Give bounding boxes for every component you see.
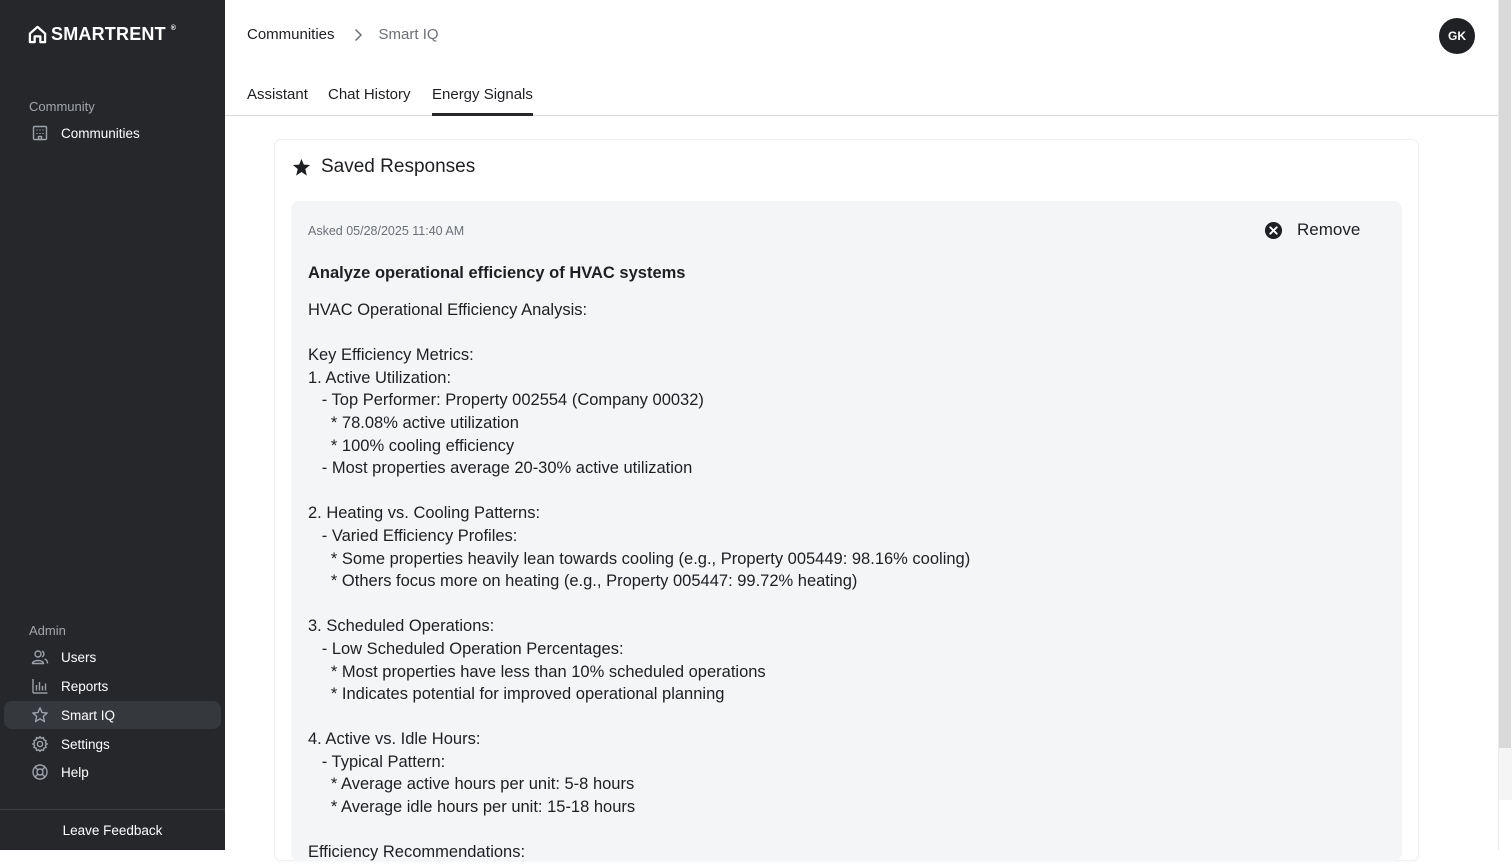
remove-button[interactable] (1264, 220, 1360, 240)
building-icon (31, 124, 49, 142)
smartrent-logo[interactable] (28, 24, 176, 45)
asked-timestamp: Asked 05/28/2025 11:40 AM (308, 224, 465, 238)
leave-feedback-button[interactable]: Leave Feedback (0, 809, 225, 850)
star-icon (31, 706, 49, 724)
users-icon (31, 648, 49, 666)
response-answer: HVAC Operational Efficiency Analysis: Key Efficiency Metrics: 1. Active Utilization: - Top Performer: Property 002554 (Company 00032) * 78.08% active utilization * 100% cooling efficiency - Most properties average 20-30% active utilization 2. Heating vs. Cooling Patterns: - Varied Efficiency Profiles: * Some properties heavily lean towards cooling (e.g., Property 005449: 98.16% cooling) * Others focus more on heating (e.g., Property 005447: 99.72% heating) 3. Scheduled Operations: - Low Scheduled Operation Percentages: * Most properties have less than 10% scheduled operations * Indicates potential for improved operational planning 4. Active vs. Idle Hours: - Typical Pattern: * Average active hours per unit: 5-8 hours * Average idle hours per unit: 15-18 hours Efficiency Recommendations: (308, 301, 971, 862)
scrollbar-lower-track (1499, 748, 1512, 800)
user-avatar[interactable]: GK (1439, 18, 1475, 54)
breadcrumb (247, 26, 439, 43)
chevron-right-icon (353, 28, 363, 42)
star-filled-icon (292, 158, 311, 177)
sidebar-item-label: Reports (61, 678, 109, 694)
home-icon (28, 25, 47, 44)
breadcrumb-current: Smart IQ (378, 26, 439, 43)
tab-assistant[interactable]: Assistant (247, 86, 308, 103)
tab-chat-history[interactable]: Chat History (328, 86, 411, 103)
sidebar-item-label: Smart IQ (61, 707, 116, 723)
sidebar (0, 0, 225, 850)
sidebar-item-reports[interactable] (4, 672, 221, 700)
sidebar-item-settings[interactable] (4, 730, 221, 758)
saved-responses-heading: Saved Responses (321, 156, 476, 177)
sidebar-item-communities[interactable] (4, 119, 221, 147)
sidebar-item-label: Users (61, 649, 97, 665)
tab-energy-signals[interactable]: Energy Signals (432, 86, 533, 116)
remove-label: Remove (1297, 220, 1361, 239)
gear-icon (31, 735, 49, 753)
lifebuoy-icon (31, 763, 49, 781)
close-circle-icon (1264, 221, 1283, 240)
sidebar-item-smart-iq[interactable] (4, 701, 221, 729)
sidebar-item-help[interactable] (4, 758, 221, 786)
section-label-community: Community (29, 99, 95, 114)
tab-bar (225, 78, 1498, 116)
brand-trademark: ® (170, 25, 177, 32)
scrollbar-thumb[interactable] (1499, 0, 1511, 748)
breadcrumb-communities[interactable]: Communities (247, 26, 335, 43)
response-question: Analyze operational efficiency of HVAC systems (308, 264, 686, 282)
sidebar-item-label: Help (61, 764, 89, 780)
sidebar-item-label: Settings (61, 736, 110, 752)
brand-name: SMARTRENT (51, 24, 166, 44)
sidebar-item-users[interactable] (4, 643, 221, 671)
section-label-admin: Admin (29, 623, 66, 638)
sidebar-item-label: Communities (61, 125, 140, 141)
bar-chart-icon (31, 677, 49, 695)
saved-responses-title (292, 156, 475, 178)
